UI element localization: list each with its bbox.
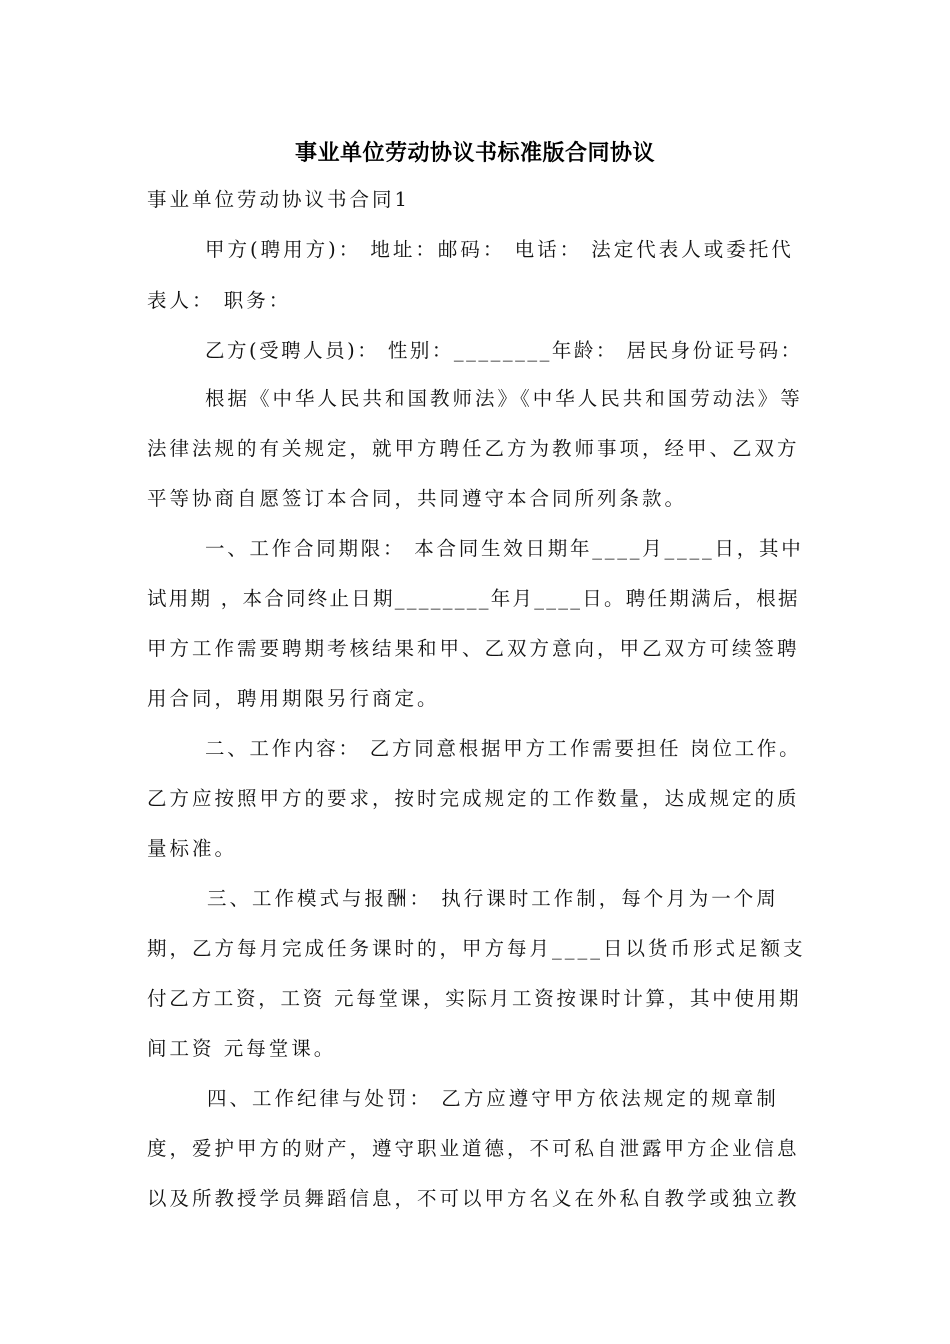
paragraph-line: 付乙方工资，工资 元每堂课，实际月工资按课时计算，其中使用期 xyxy=(147,987,802,1010)
paragraph-line: 度，爱护甲方的财产，遵守职业道德，不可私自泄露甲方企业信息 xyxy=(147,1137,800,1160)
paragraph-line: 表人： 职务： xyxy=(147,289,292,312)
paragraph-line: 试用期 ，本合同终止日期________年月____日。聘任期满后，根据 xyxy=(147,587,800,610)
paragraph-line: 用合同，聘用期限另行商定。 xyxy=(147,687,440,710)
paragraph-line: 期，乙方每月完成任务课时的，甲方每月____日以货币形式足额支 xyxy=(147,937,806,960)
paragraph-line: 四、工作纪律与处罚： 乙方应遵守甲方依法规定的规章制 xyxy=(207,1087,779,1110)
paragraph-line: 二、工作内容： 乙方同意根据甲方工作需要担任 岗位工作。 xyxy=(205,737,802,760)
paragraph-line: 三、工作模式与报酬： 执行课时工作制，每个月为一个周 xyxy=(207,887,779,910)
document-subtitle: 事业单位劳动协议书合同1 xyxy=(147,188,410,211)
paragraph-line: 法律法规的有关规定，就甲方聘任乙方为教师事项，经甲、乙双方 xyxy=(147,437,800,460)
paragraph-line: 甲方(聘用方)： 地址：邮码： 电话： 法定代表人或委托代 xyxy=(205,238,794,261)
paragraph-line: 平等协商自愿签订本合同，共同遵守本合同所列条款。 xyxy=(147,487,688,510)
paragraph-line: 乙方(受聘人员)： 性别：________年龄： 居民身份证号码： xyxy=(205,339,803,362)
paragraph-line: 间工资 元每堂课。 xyxy=(147,1037,337,1060)
paragraph-line: 一、工作合同期限： 本合同生效日期年____月____日，其中 xyxy=(205,537,804,560)
paragraph-line: 量标准。 xyxy=(147,837,238,860)
paragraph-line: 甲方工作需要聘期考核结果和甲、乙双方意向，甲乙双方可续签聘 xyxy=(147,637,800,660)
paragraph-line: 以及所教授学员舞蹈信息，不可以甲方名义在外私自教学或独立教 xyxy=(147,1187,800,1210)
document-title: 事业单位劳动协议书标准版合同协议 xyxy=(294,141,655,166)
paragraph-line: 根据《中华人民共和国教师法》《中华人民共和国劳动法》等 xyxy=(205,387,803,410)
paragraph-line: 乙方应按照甲方的要求，按时完成规定的工作数量，达成规定的质 xyxy=(147,787,800,810)
